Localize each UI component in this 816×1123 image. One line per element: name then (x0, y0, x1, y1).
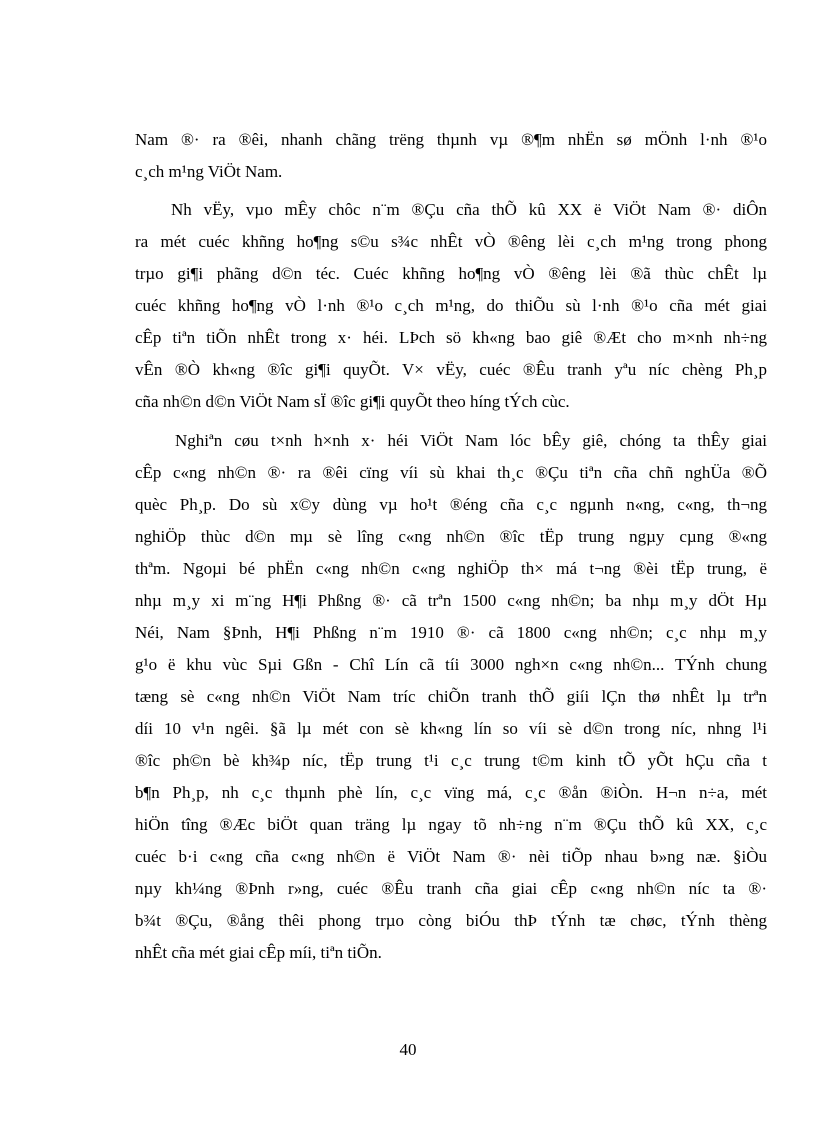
page-number: 40 (399, 1040, 417, 1059)
text-line: Nh vËy, vµo mÊy chôc n¨m ®Çu cña thÕ kû XX ë ViÖt Nam ®· diÔn (171, 200, 767, 219)
text-line: tæng sè c«ng nh©n ViÖt Nam tríc chiÕn tranh thÕ giíi lÇn thø nhÊt lµ trªn (135, 687, 767, 706)
text-line: cuéc b·i c«ng cña c«ng nh©n ë ViÖt Nam ®· nèi tiÕp nhau b»ng næ. §iÒu (135, 847, 767, 866)
text-line: cña nh©n d©n ViÖt Nam sÏ ®îc gi¶i quyÕt theo híng tÝch cùc. (135, 392, 570, 411)
text-line: nµy kh¼ng ®Þnh r»ng, cuéc ®Êu tranh cña giai cÊp c«ng nh©n níc ta ®· (135, 879, 767, 898)
text-line: cÊp tiªn tiÕn nhÊt trong x· héi. LÞch sö kh«ng bao giê ®Æt cho m×nh nh÷ng (135, 328, 767, 347)
text-line: Néi, Nam §Þnh, H¶i Phßng n¨m 1910 ®· cã 1800 c«ng nh©n; c¸c nhµ m¸y (135, 623, 767, 642)
text-line: hiÖn tîng ®Æc biÖt quan träng lµ ngay tõ nh÷ng n¨m ®Çu thÕ kû XX, c¸c (135, 815, 767, 834)
text-line: thªm. Ngoµi bé phËn c«ng nh©n c«ng nghiÖp th× má t¬ng ®èi tËp trung, ë (135, 559, 767, 578)
text-line: díi 10 v¹n ngêi. §ã lµ mét con sè kh«ng lín so víi sè d©n trong níc, nhng l¹i (135, 719, 767, 738)
text-line: trµo gi¶i phãng d©n téc. Cuéc khñng ho¶ng vÒ ®êng lèi ®ã thùc chÊt lµ (135, 264, 767, 283)
text-line: ra mét cuéc khñng ho¶ng s©u s¾c nhÊt vÒ ®êng lèi c¸ch m¹ng trong phong (135, 232, 767, 251)
text-line: Nghiªn cøu t×nh h×nh x· héi ViÖt Nam lóc bÊy giê, chóng ta thÊy giai (175, 431, 767, 450)
text-line: ®îc ph©n bè kh¾p níc, tËp trung t¹i c¸c trung t©m kinh tÕ yÕt hÇu cña t (135, 751, 767, 770)
text-line: cuéc khñng ho¶ng vÒ l·nh ®¹o c¸ch m¹ng, do thiÕu sù l·nh ®¹o cña mét giai (135, 296, 767, 315)
text-line: nghiÖp thùc d©n mµ sè lîng c«ng nh©n ®îc tËp trung ngµy cµng ®«ng (135, 527, 767, 546)
text-line: Nam ®· ra ®êi, nhanh chãng trëng thµnh vµ ®¶m nhËn sø mÖnh l·nh ®¹o (135, 130, 767, 149)
text-line: nhÊt cña mét giai cÊp míi, tiªn tiÕn. (135, 943, 382, 962)
text-line: quèc Ph¸p. Do sù x©y dùng vµ ho¹t ®éng cña c¸c ngµnh n«ng, c«ng, th¬ng (135, 495, 767, 514)
text-line: c¸ch m¹ng ViÖt Nam. (135, 162, 283, 181)
text-line: cÊp c«ng nh©n ®· ra ®êi cïng víi sù khai th¸c ®Çu tiªn cña chñ nghÜa ®Õ (135, 463, 767, 482)
text-line: b¶n Ph¸p, nh c¸c thµnh phè lín, c¸c vïng má, c¸c ®ån ®iÒn. H¬n n÷a, mét (135, 783, 767, 802)
text-line: g¹o ë khu vùc Sµi Gßn - Chî Lín cã tíi 3000 ngh×n c«ng nh©n... TÝnh chung (135, 655, 767, 674)
text-line: b¾t ®Çu, ®ång thêi phong trµo còng biÓu thÞ tÝnh tæ chøc, tÝnh thèng (135, 911, 767, 930)
text-line: vÊn ®Ò kh«ng ®îc gi¶i quyÕt. V× vËy, cuéc ®Êu tranh yªu níc chèng Ph¸p (135, 360, 767, 379)
text-line: nhµ m¸y xi m¨ng H¶i Phßng ®· cã trªn 1500 c«ng nh©n; ba nhµ m¸y dÖt Hµ (135, 591, 767, 610)
